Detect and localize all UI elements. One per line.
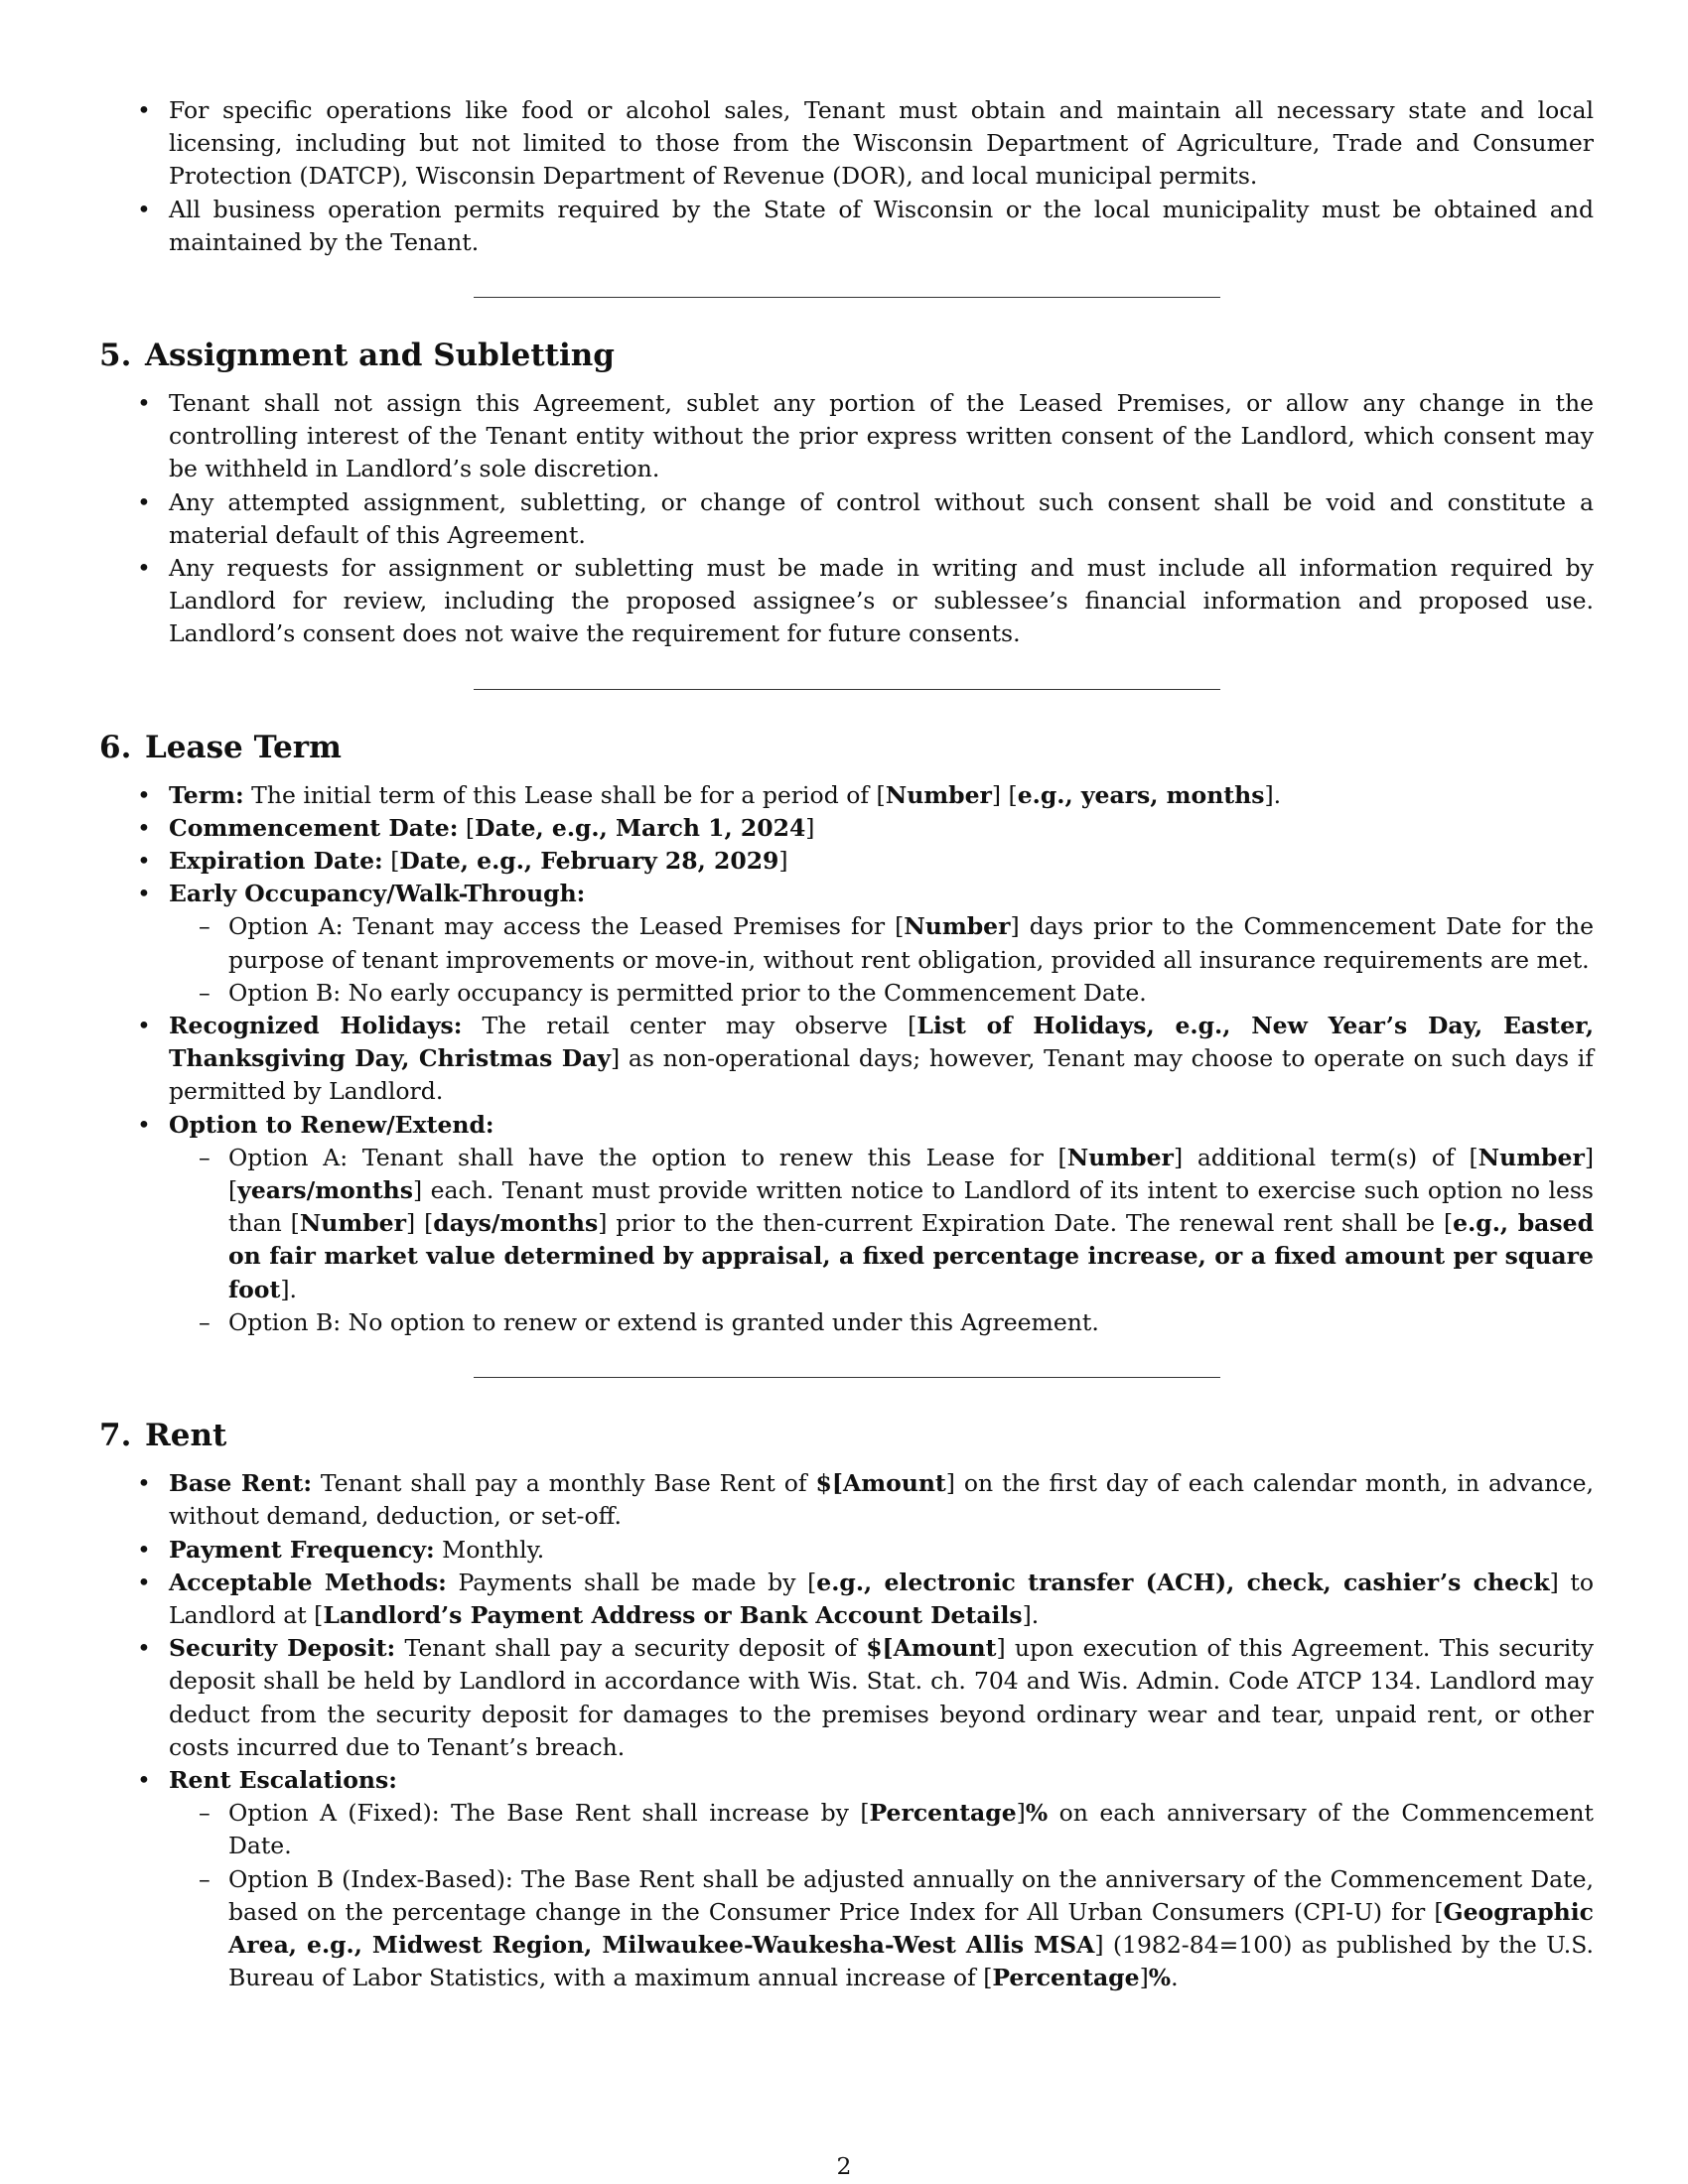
list-item: • Any attempted assignment, subletting, or change of control without such consent shall be void and constitute a material default of this Agreement.	[99, 486, 1594, 552]
section-heading-assignment: 5. Assignment and Subletting	[99, 338, 615, 374]
list-item: • Payment Frequency: Monthly.	[99, 1534, 1594, 1567]
list-item: • For specific operations like food or alcohol sales, Tenant must obtain and maintain all necessary state and local licensing, including but not limited to those from the Wisconsin Department of Agriculture, Trade and Consumer Protection (DATCP), Wisconsin Department of Revenue (DOR), and local municipal permits.	[99, 94, 1594, 194]
rent-list	[99, 1467, 1594, 1994]
permits-list	[99, 94, 1594, 259]
list-item: – Option B (Index-Based): The Base Rent shall be adjusted annually on the anniversary of the Commencement Date, based on the percentage change in the Consumer Price Index for All Urban Consumers (CPI-U) for [Geographic Area, e.g., Midwest Region, Milwaukee-Waukesha-West Allis MSA] (1982-84=100) as published by the U.S. Bureau of Labor Statistics, with a maximum annual increase of [Percentage]%.	[169, 1863, 1594, 1995]
list-item: • Term: The initial term of this Lease shall be for a period of [Number] [e.g., years, months].	[99, 779, 1594, 812]
document-page	[99, 94, 1594, 1994]
list-item: • Security Deposit: Tenant shall pay a security deposit of $[Amount] upon execution of this Agreement. This security deposit shall be held by Landlord in accordance with Wis. Stat. ch. 704 and Wis. Admin. Code ATCP 134. Landlord may deduct from the security deposit for damages to the premises beyond ordinary wear and tear, unpaid rent, or other costs incurred due to Tenant’s breach.	[99, 1632, 1594, 1764]
list-item: • Early Occupancy/Walk-Through: – Option A: Tenant may access the Leased Premises for [Number] days prior to the Commencement Date for the purpose of tenant improvements or move-in, without rent obligation, provided all insurance requirements are met. – Option B: No early occupancy is permitted prior to the Commencement Date.	[99, 878, 1594, 1010]
section-heading-lease-term: 6. Lease Term	[99, 729, 342, 765]
list-item: – Option A (Fixed): The Base Rent shall increase by [Percentage]% on each anniversary of the Commencement Date.	[169, 1797, 1594, 1862]
list-item: • Expiration Date: [Date, e.g., February 28, 2029]	[99, 845, 1594, 878]
section-divider	[474, 1377, 1220, 1378]
section-divider	[474, 689, 1220, 690]
list-item: • Option to Renew/Extend: – Option A: Tenant shall have the option to renew this Lease for [Number] additional term(s) of [Number] [years/months] each. Tenant must provide written notice to Landlord of its intent to exercise such option no less than [Number] [days/months] prior to the then-current Expiration Date. The renewal rent shall be [e.g., based on fair market value determined by appraisal, a fixed percentage increase, or a fixed amount per square foot]. – Option B: No option to renew or extend is granted under this Agreement.	[99, 1109, 1594, 1339]
escalation-options	[169, 1797, 1594, 1994]
assignment-list	[99, 387, 1594, 651]
list-item: • Commencement Date: [Date, e.g., March 1, 2024]	[99, 812, 1594, 845]
list-item: – Option A: Tenant may access the Leased Premises for [Number] days prior to the Commencement Date for the purpose of tenant improvements or move-in, without rent obligation, provided all insurance requirements are met.	[169, 910, 1594, 976]
list-item: • Rent Escalations: – Option A (Fixed): The Base Rent shall increase by [Percentage]% on each anniversary of the Commencement Date. – Option B (Index-Based): The Base Rent shall be adjusted annually on the anniversary of the Commencement Date, based on the percentage change in the Consumer Price Index for All Urban Consumers (CPI-U) for [Geographic Area, e.g., Midwest Region, Milwaukee-Waukesha-West Allis MSA] (1982-84=100) as published by the U.S. Bureau of Labor Statistics, with a maximum annual increase of [Percentage]%.	[99, 1764, 1594, 1994]
list-item: • Base Rent: Tenant shall pay a monthly Base Rent of $[Amount] on the first day of each calendar month, in advance, without demand, deduction, or set-off.	[99, 1467, 1594, 1533]
list-item: • Acceptable Methods: Payments shall be made by [e.g., electronic transfer (ACH), check, cashier’s check] to Landlord at [Landlord’s Payment Address or Bank Account Details].	[99, 1567, 1594, 1632]
list-item: • Any requests for assignment or subletting must be made in writing and must include all information required by Landlord for review, including the proposed assignee’s or sublessee’s financial information and proposed use. Landlord’s consent does not waive the requirement for future consents.	[99, 552, 1594, 651]
section-divider	[474, 297, 1220, 298]
early-occupancy-options	[169, 910, 1594, 1010]
list-item: – Option A: Tenant shall have the option to renew this Lease for [Number] additional term(s) of [Number] [years/months] each. Tenant must provide written notice to Landlord of its intent to exercise such option no less than [Number] [days/months] prior to the then-current Expiration Date. The renewal rent shall be [e.g., based on fair market value determined by appraisal, a fixed percentage increase, or a fixed amount per square foot].	[169, 1142, 1594, 1306]
list-item: • Tenant shall not assign this Agreement, sublet any portion of the Leased Premises, or allow any change in the controlling interest of the Tenant entity without the prior express written consent of the Landlord, which consent may be withheld in Landlord’s sole discretion.	[99, 387, 1594, 486]
list-item: – Option B: No early occupancy is permitted prior to the Commencement Date.	[169, 977, 1594, 1010]
list-item: • Recognized Holidays: The retail center may observe [List of Holidays, e.g., New Year’s Day, Easter, Thanksgiving Day, Christmas Day] as non-operational days; however, Tenant may choose to operate on such days if permitted by Landlord.	[99, 1010, 1594, 1109]
page-number: 2	[836, 2152, 852, 2180]
lease-term-list	[99, 779, 1594, 1339]
section-heading-rent: 7. Rent	[99, 1418, 227, 1454]
list-item: – Option B: No option to renew or extend is granted under this Agreement.	[169, 1306, 1594, 1339]
list-item: • All business operation permits required by the State of Wisconsin or the local municipality must be obtained and maintained by the Tenant.	[99, 194, 1594, 259]
renew-options	[169, 1142, 1594, 1339]
